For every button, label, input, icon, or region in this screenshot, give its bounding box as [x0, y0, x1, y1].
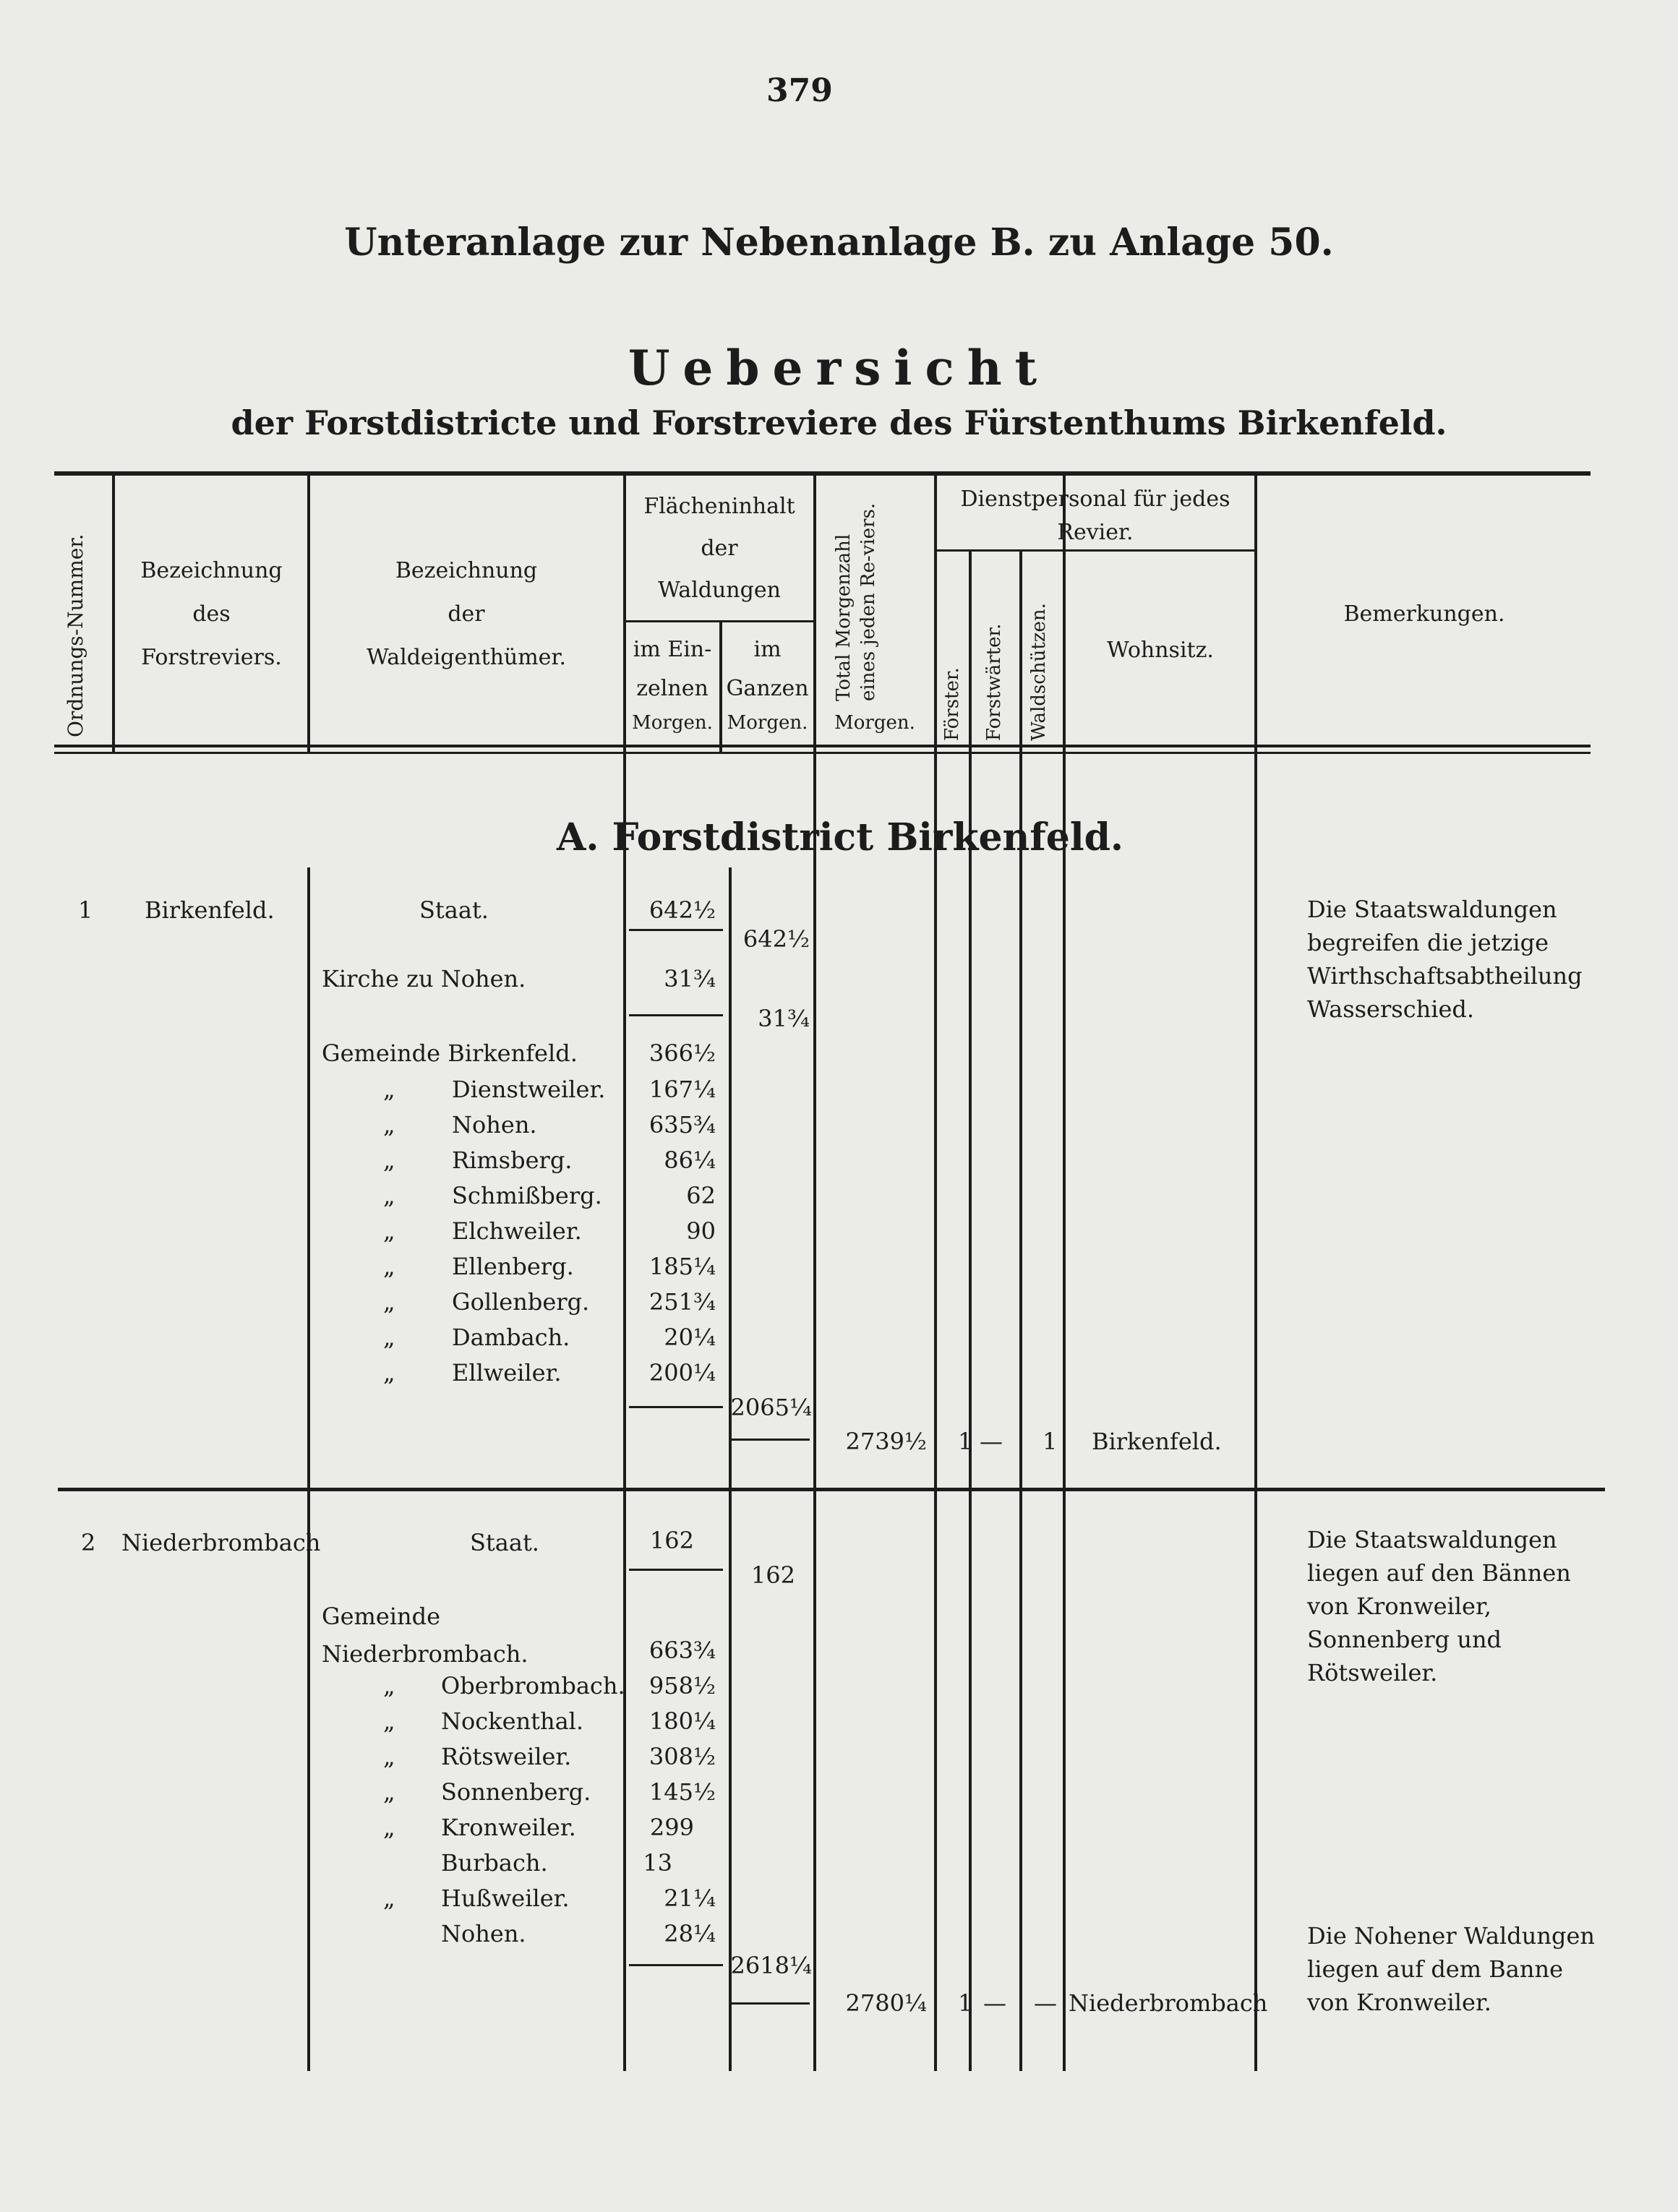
ditto-mark: „	[383, 1672, 395, 1699]
header-im-einzelnen	[625, 630, 719, 708]
ditto-mark: „	[383, 1885, 395, 1912]
header-wohnsitz: Wohnsitz.	[1107, 638, 1214, 663]
header-line: Ganzen	[726, 676, 809, 701]
header-line: Forstreviers.	[141, 645, 282, 670]
owner-label: Dambach.	[452, 1324, 570, 1351]
ganzen-value: 2065¼	[730, 1394, 812, 1421]
owner-value: 86¼	[664, 1146, 716, 1174]
rule	[629, 929, 723, 931]
owner-value: 167¼	[648, 1076, 716, 1103]
revier-separator	[58, 1488, 1605, 1491]
owner-label: Gemeinde Birkenfeld.	[322, 1039, 578, 1067]
ditto-mark: „	[383, 1253, 395, 1280]
owner-label: Nohen.	[452, 1111, 537, 1139]
col-rule	[729, 867, 732, 2071]
owner-value: 366½	[648, 1039, 716, 1067]
col-rule	[1254, 473, 1257, 2071]
header-forstwaerter: Forstwärter.	[983, 623, 1005, 741]
header-dienstpersonal	[936, 483, 1254, 549]
owner-label: Rimsberg.	[452, 1146, 573, 1174]
owner-label: Nohen.	[441, 1920, 526, 1947]
header-line: Waldungen	[658, 578, 781, 603]
header-total: Total Morgenzahl eines jeden Re-viers.	[833, 502, 879, 701]
ditto-mark: „	[383, 1288, 395, 1316]
ditto-mark: „	[383, 1076, 395, 1103]
owner-value: 20¼	[664, 1324, 716, 1351]
ditto-mark: „	[383, 1146, 395, 1174]
wohnsitz: Birkenfeld.	[1092, 1428, 1222, 1455]
owner-label: Ellenberg.	[452, 1253, 574, 1280]
header-bezeichnung-waldeigenthuemer	[311, 549, 622, 680]
rule	[732, 2002, 810, 2005]
header-line: Revier.	[1057, 520, 1134, 545]
header-line: der	[448, 601, 485, 627]
revier-name: Birkenfeld.	[145, 896, 275, 924]
col-rule	[307, 867, 310, 2071]
owner-label: Staat.	[470, 1529, 539, 1556]
owner-label: Oberbrombach.	[441, 1672, 625, 1699]
col-rule	[307, 473, 310, 752]
owner-label: Ellweiler.	[452, 1359, 562, 1386]
header-waldschuetzen: Waldschützen.	[1028, 603, 1050, 741]
ditto-mark: „	[383, 1743, 395, 1770]
owner-value: 21¼	[664, 1885, 716, 1912]
revier-total: 2780¼	[845, 1989, 927, 2017]
owner-label: Hußweiler.	[441, 1885, 570, 1912]
ditto-mark: „	[383, 1359, 395, 1386]
header-foerster: Förster.	[941, 667, 963, 741]
owner-value: 635¾	[648, 1111, 716, 1139]
waldschuetzen-count: 1	[1043, 1428, 1058, 1455]
header-im-ganzen	[722, 630, 813, 708]
ditto-mark: „	[383, 1778, 395, 1806]
foerster-count: 1	[958, 1989, 973, 2017]
header-line: Waldeigenthümer.	[366, 645, 567, 670]
page-number: 379	[766, 72, 833, 109]
heading: Uebersicht	[628, 340, 1050, 396]
owner-label: Staat.	[419, 896, 489, 924]
owner-value: 180¼	[648, 1707, 716, 1735]
page-title: Unteranlage zur Nebenanlage B. zu Anlage 50.	[344, 220, 1334, 265]
header-line: Bezeichnung	[140, 558, 283, 583]
owner-value: 13	[643, 1849, 672, 1877]
header-ordnungs-nummer: Ordnungs-Nummer.	[64, 533, 87, 737]
revier-number: 1	[78, 896, 93, 924]
col-rule	[112, 473, 115, 752]
header-bezeichnung-forstreviers	[116, 549, 307, 680]
owner-label: Schmißberg.	[452, 1182, 602, 1209]
owner-label: Sonnenberg.	[441, 1778, 591, 1806]
owner-label: Burbach.	[441, 1849, 548, 1877]
unit-total: Morgen.	[834, 712, 915, 734]
owner-value: 200¼	[648, 1359, 716, 1386]
ganzen-value: 31¾	[758, 1005, 810, 1032]
header-line: im	[753, 637, 782, 662]
header-bemerkungen: Bemerkungen.	[1343, 601, 1505, 627]
owner-label: Elchweiler.	[452, 1217, 582, 1245]
header-line: zelnen	[636, 676, 709, 701]
owner-label: Gemeinde Niederbrombach.	[322, 1603, 528, 1668]
bemerkung: Die Nohener Waldungen liegen auf dem Banne von Kronweiler.	[1307, 1922, 1595, 2016]
ganzen-value: 642½	[742, 925, 810, 953]
owner-value: 308½	[648, 1743, 716, 1770]
owner-label: Kronweiler.	[441, 1814, 576, 1841]
waldschuetzen-count: —	[1034, 1989, 1057, 2017]
owner-value: 162	[649, 1527, 694, 1554]
owner-label: Nockenthal.	[441, 1707, 584, 1735]
wohnsitz: Niederbrombach	[1069, 1989, 1268, 2017]
ditto-mark: „	[383, 1324, 395, 1351]
col-rule	[1063, 473, 1066, 2071]
owner-value: 185¼	[648, 1253, 716, 1280]
rule	[629, 1014, 723, 1016]
owner-label: Gollenberg.	[452, 1288, 590, 1316]
col-rule	[1019, 549, 1022, 2071]
header-rule-2	[54, 752, 1591, 754]
ditto-mark: „	[383, 1707, 395, 1735]
revier-number: 2	[81, 1529, 96, 1556]
owner-label: Kirche zu Nohen.	[322, 965, 526, 993]
bemerkung: Die Staatswaldungen liegen auf den Bännen von Kronweiler, Sonnenberg und Rötsweiler.	[1307, 1526, 1571, 1686]
owner-value: 251¾	[648, 1288, 716, 1316]
subheading: der Forstdistricte und Forstreviere des Fürstenthums Birkenfeld.	[231, 403, 1447, 442]
bemerkung: Die Staatswaldungen begreifen die jetzige Wirthschaftsabtheilung Wasserschied.	[1307, 896, 1583, 1023]
ganzen-value: 2618¼	[730, 1952, 812, 1979]
owner-value: 958½	[648, 1672, 716, 1699]
owner-value: 31¾	[664, 965, 716, 993]
ditto-mark: „	[383, 1814, 395, 1841]
foerster-count: 1	[958, 1428, 973, 1455]
owner-value: 663¾	[648, 1637, 716, 1664]
section-heading: A. Forstdistrict Birkenfeld.	[557, 815, 1124, 859]
dienst-subrule	[936, 549, 1254, 552]
revier-total: 2739½	[845, 1428, 927, 1455]
header-rule-1	[54, 745, 1591, 747]
ditto-mark: „	[383, 1217, 395, 1245]
header-line: der	[701, 536, 738, 561]
owner-value: 28¼	[664, 1920, 716, 1947]
revier-name: Niederbrombach	[121, 1529, 321, 1556]
header-line: des	[192, 601, 231, 627]
ditto-mark: „	[383, 1182, 395, 1209]
header-line: Bezeichnung	[395, 558, 538, 583]
rule	[732, 1439, 810, 1441]
ditto-mark: „	[383, 1111, 395, 1139]
owner-value: 62	[686, 1182, 716, 1209]
owner-label: Dienstweiler.	[452, 1076, 606, 1103]
header-line: im Ein-	[633, 637, 712, 662]
col-rule	[934, 473, 937, 2071]
forstwaerter-count: —	[983, 1989, 1006, 2017]
rule	[629, 1569, 723, 1571]
header-line: Dienstpersonal für jedes	[960, 486, 1230, 512]
ganzen-value: 162	[750, 1561, 795, 1589]
forstwaerter-count: —	[980, 1428, 1003, 1455]
col-rule	[969, 549, 972, 2071]
owner-value: 642½	[648, 896, 716, 924]
owner-value: 90	[686, 1217, 716, 1245]
header-line: Flächeninhalt	[643, 494, 795, 519]
header-flaecheninhalt	[625, 486, 813, 612]
unit-ganzen: Morgen.	[727, 712, 808, 734]
owner-value: 145½	[648, 1778, 716, 1806]
top-rule	[54, 471, 1591, 476]
rule	[629, 1406, 723, 1408]
rule	[629, 1964, 723, 1966]
owner-label: Rötsweiler.	[441, 1743, 572, 1770]
owner-value: 299	[649, 1814, 694, 1841]
unit-einzelnen: Morgen.	[632, 712, 713, 734]
